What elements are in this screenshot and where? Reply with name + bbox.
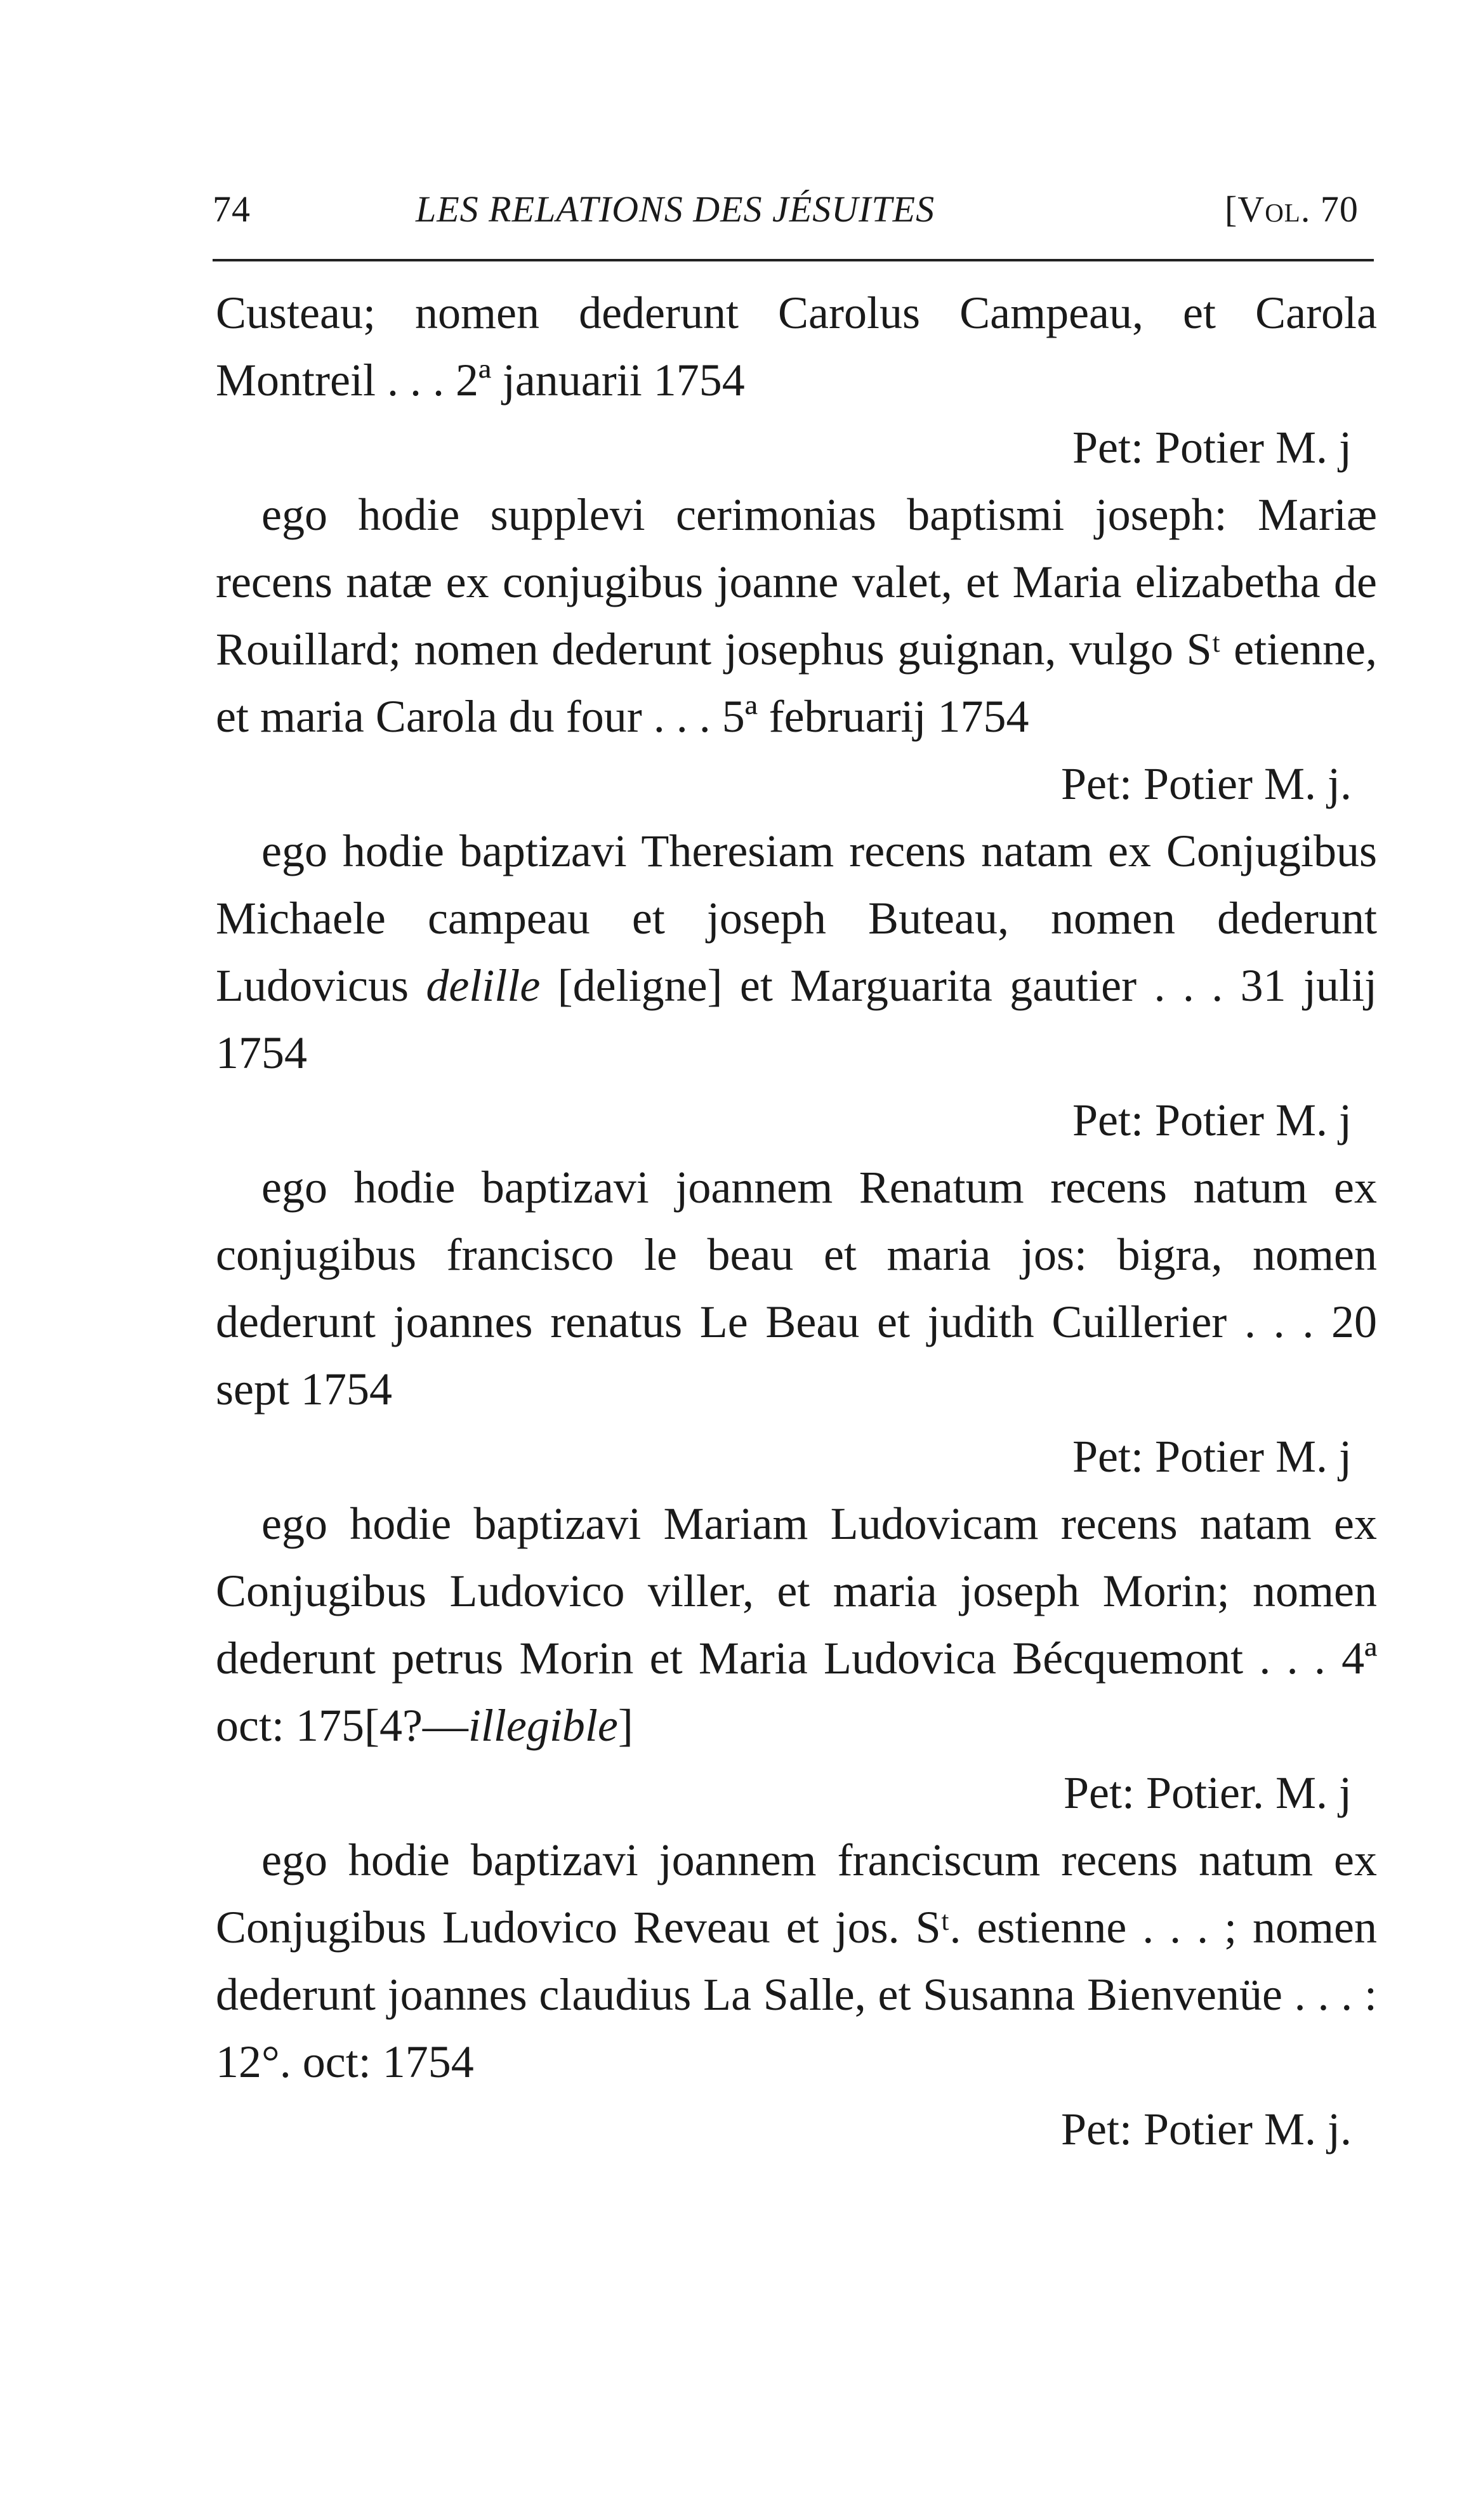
entry-text: ego hodie baptizavi joannem franciscum recens natum ex Conjugibus Ludovico Reveau et jos. Sᵗ. estienne . . . ; nomen dederunt joannes claudius La Salle, et Susanna Bienvenüe . . . : 12°. oct: 1754 (216, 1835, 1377, 2087)
entry-signature: Pet: Potier M. j. (1060, 758, 1352, 809)
entry-signature: Pet: Potier M. j (1072, 422, 1352, 473)
entry-text: Custeau; nomen dederunt Carolus Campeau, et Carola Montreil . . . 2ª januarii 1754 (216, 287, 1377, 406)
entry-italic-word: delille (426, 960, 541, 1011)
entry-signature: Pet: Potier M. j (1072, 1095, 1352, 1145)
entry-signature: Pet: Potier M. j (1072, 1431, 1352, 1482)
volume-label: [Vol. 70 (1225, 188, 1359, 230)
entry-text-part: ego hodie baptizavi Theresiam recens natam ex Conjugibus Michaele campeau et joseph Buteau, nomen dederunt Ludovicus (216, 826, 1377, 1011)
entry-text (216, 817, 1377, 1086)
running-title: LES RELATIONS DES JÉSUITES (416, 188, 935, 230)
entry-text: ego hodie baptizavi joannem Renatum recens natum ex conjugibus francisco le beau et maria jos: bigra, nomen dederunt joannes renatus Le Beau et judith Cuillerier . . . 20 sept 1754 (216, 1162, 1377, 1415)
entry-text-part: ] (617, 1700, 633, 1751)
page-body (216, 279, 1377, 2163)
entry-signature: Pet: Potier. M. j (1063, 1767, 1352, 1818)
running-header (213, 188, 1374, 245)
entry-text: ego hodie supplevi cerimonias baptismi joseph: Mariæ recens natæ ex conjugibus joanne valet, et Maria elizabetha de Rouillard; nomen dederunt josephus guignan, vulgo Sᵗ etienne, et maria Carola du four . . . 5ª februarij 1754 (216, 489, 1377, 742)
page-number: 74 (213, 188, 251, 230)
entry-text-part: ego hodie baptizavi Mariam Ludovicam recens natam ex Conjugibus Ludovico viller, et maria joseph Morin; nomen dederunt petrus Morin et Maria Ludovica Bécquemont . . . 4ª oct: 175[4?— (216, 1498, 1377, 1751)
entry-signature: Pet: Potier M. j. (1060, 2104, 1352, 2154)
entry-italic-word: illegible (468, 1700, 618, 1751)
entry-text (216, 1490, 1377, 1759)
header-rule (213, 259, 1374, 261)
entry-text-part: [deligne] et Marguarita gautier . . . 31 julij 1754 (216, 960, 1377, 1078)
